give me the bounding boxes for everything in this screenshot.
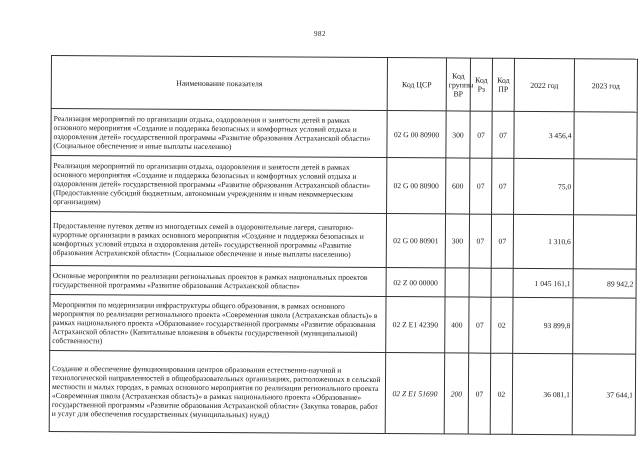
row-pr: 07 — [491, 214, 513, 268]
row-vr: 400 — [445, 297, 469, 353]
table-row — [51, 109, 637, 160]
row-name: Реализация мероприятий по организации отдыха, оздоровления и занятости детей в рамках основного мероприятия «Создание и поддержка безопасных и комфортных условий отдыха и оздоровления детей» государственной программы «Развитие образования Астраханской области» (Социальное обеспечение и иные выплаты населению) — [51, 109, 387, 158]
row-vr: 300 — [445, 214, 469, 268]
table-row — [51, 156, 637, 216]
row-2022: 1 310,6 — [513, 214, 573, 268]
table-row — [50, 294, 636, 354]
row-2023 — [573, 215, 636, 269]
row-code: 02 G 00 80901 — [386, 214, 445, 268]
row-name: Основные мероприятия по реализации региональных проектов в рамках национальных проектов государственной программы «Развитие образования Астраханской области» — [50, 265, 386, 296]
row-2023 — [574, 112, 637, 159]
row-vr: 600 — [446, 158, 470, 214]
budget-table — [49, 55, 638, 436]
row-2022: 1 045 161,1 — [513, 268, 573, 297]
row-name: Предоставление путевок детям из многодетных семей в оздоровительные лагеря, санаторно-курортные организации в рамках основного мероприятия «Создание и поддержка безопасных и комфортных условий отдыха и оздоровления детей» государственной программы «Развитие образования Астраханской области» (Социальное обеспечение и иные выплаты населению) — [50, 212, 386, 268]
header-code: Код ЦСР — [387, 58, 446, 111]
header-pr: Код ПР — [492, 58, 514, 111]
table-row — [49, 350, 635, 435]
page-number: 982 — [314, 30, 326, 38]
row-2022: 75,0 — [514, 158, 574, 214]
table-row — [50, 212, 636, 270]
row-rz: 07 — [470, 111, 492, 158]
row-rz: 07 — [470, 158, 492, 214]
row-code: 02 Z E1 51690 — [385, 353, 444, 434]
row-vr: 200 — [444, 353, 468, 434]
row-rz: 07 — [469, 214, 491, 268]
row-pr: 02 — [491, 297, 513, 353]
row-name: Мероприятия по модернизации инфраструктуры общего образования, в рамках основного мероприятия по реализации регионального проекта «Современная школа (Астраханская область)» в рамках национального проекта «Образование» государственной программы «Развитие образования Астраханской области» (Капитальные вложения в объекты государственной (муниципальной) собственности) — [50, 294, 386, 352]
table-header-row — [51, 56, 637, 113]
row-rz — [469, 268, 491, 297]
row-pr — [491, 268, 513, 297]
row-name: Реализация мероприятий по организации отдыха, оздоровления и занятости детей в рамках основного мероприятия «Создание и поддержка безопасных и комфортных условий отдыха и оздоровления детей» государственной программы «Развитие образования Астраханской области» (Предоставление субсидий бюджетным, автономным учреждениям и иным некоммерческим организациям) — [51, 156, 387, 214]
row-2022: 36 081,1 — [512, 353, 572, 434]
header-2023: 2023 год — [574, 59, 637, 112]
row-pr: 02 — [490, 353, 512, 434]
row-2023: 89 942,2 — [573, 269, 636, 298]
row-2023 — [574, 159, 637, 215]
row-rz: 07 — [469, 297, 491, 353]
row-code: 02 G 00 80900 — [387, 158, 446, 214]
row-2023 — [573, 298, 636, 354]
row-vr: 300 — [446, 111, 470, 158]
row-code: 02 G 00 80900 — [387, 111, 446, 158]
row-2022: 93 899,8 — [513, 297, 573, 353]
row-pr: 07 — [492, 111, 514, 158]
table-row — [50, 265, 636, 298]
row-2023: 37 644,1 — [572, 354, 635, 435]
row-code: 02 Z 00 00000 — [386, 268, 445, 297]
header-rz: Код Рз — [470, 58, 492, 111]
header-vr: Код группы ВР — [446, 58, 470, 111]
header-2022: 2022 год — [514, 58, 574, 111]
row-pr: 07 — [492, 158, 514, 214]
row-rz: 07 — [468, 353, 490, 434]
row-name: Создание и обеспечение функционирования центров образования естественно-научной и технологической направленностей в общеобразовательных организациях, расположенных в сельской местности и малых городах, в рамках основного мероприятия по реализации регионального проекта «Современная школа (Астраханская область)» в рамках национального проекта «Образование» государственной программы «Развитие образования Астраханской области» (Закупка товаров, работ и услуг для обеспечения государственных (муниципальных) нужд) — [49, 350, 385, 433]
row-2022: 3 456,4 — [514, 111, 574, 158]
row-vr — [445, 268, 469, 297]
header-name: Наименование показателя — [51, 56, 387, 111]
row-code: 02 Z E1 42390 — [386, 297, 445, 353]
